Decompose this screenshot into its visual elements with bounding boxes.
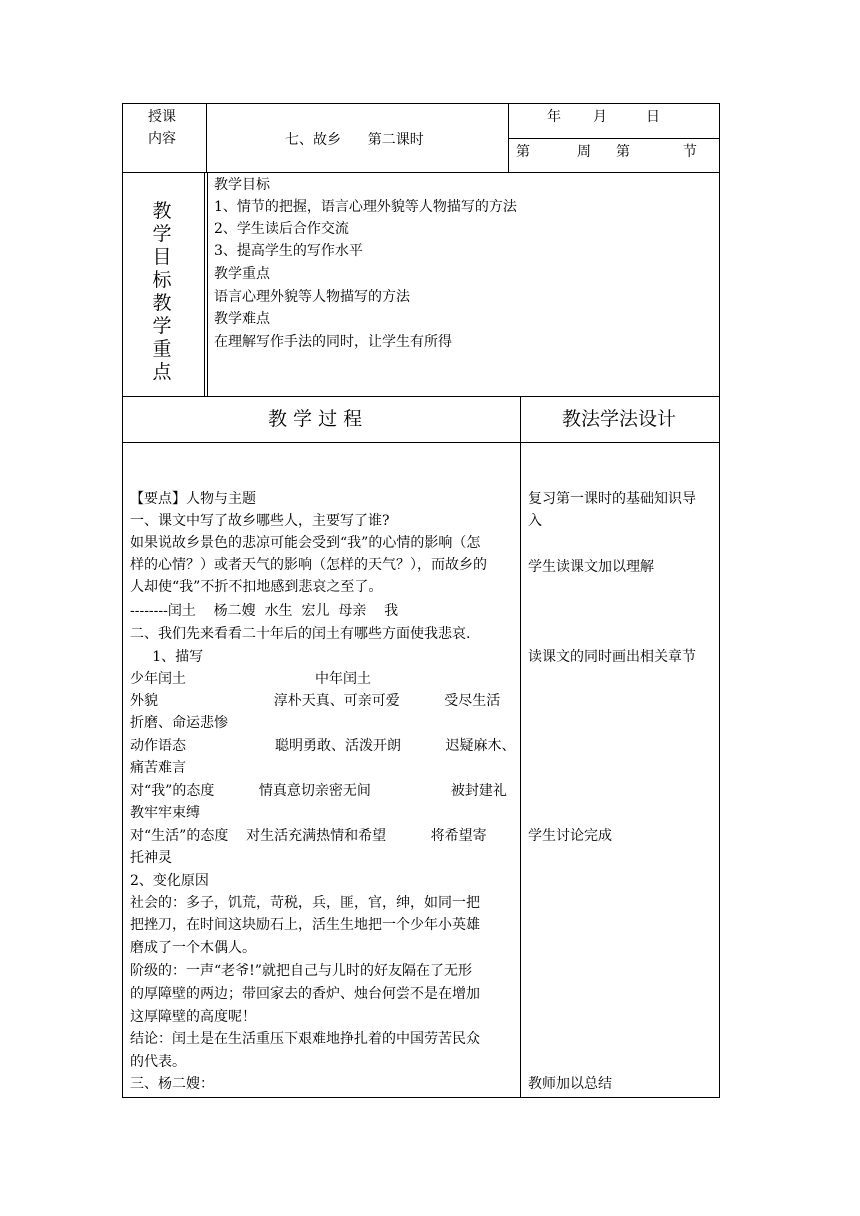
process-line: 对“生活”的态度 对生活充满热情和希望 将希望寄 [130, 828, 487, 844]
process-line: 如果说故乡景色的悲凉可能会受到“我”的心情的影响（怎 [130, 535, 481, 551]
objectives-side-label [147, 200, 177, 384]
process-line: 这厚障壁的高度呢！ [130, 1009, 256, 1025]
process-line: 折磨、命运悲惨 [130, 715, 228, 731]
objective-line: 3、提高学生的写作水平 [214, 243, 363, 259]
process-line: 痛苦难言 [130, 760, 186, 776]
process-line: 教牢牢束缚 [130, 805, 200, 821]
process-line: 结论：闰土是在生活重压下艰难地挣扎着的中国劳苦民众 [130, 1031, 480, 1047]
side-label-char: 学 [152, 315, 172, 337]
process-line: 对“我”的态度 情真意切亲密无间 被封建礼 [130, 783, 507, 799]
process-line: 的代表。 [130, 1054, 186, 1070]
process-column-divider [520, 396, 521, 1098]
table-border-left [122, 103, 123, 1098]
side-label-char: 标 [152, 269, 172, 291]
process-line: 少年闰土 中年闰土 [130, 671, 372, 687]
objective-line: 在理解写作手法的同时，让学生有所得 [214, 334, 452, 350]
date-year: 年 [547, 109, 561, 125]
process-line: 样的心情？）或者天气的影响（怎样的天气？），而故乡的 [130, 557, 487, 573]
process-line: 三、杨二嫂： [130, 1076, 214, 1092]
objectives-divider-b [207, 172, 208, 396]
date-week-divider [508, 138, 720, 139]
table-border-bottom [122, 1097, 720, 1098]
process-line: 一、课文中写了故乡哪些人，主要写了谁? [130, 513, 390, 529]
table-border-right [719, 103, 720, 1098]
method-note: 复习第一课时的基础知识导 [528, 491, 696, 507]
process-line: 【要点】人物与主题 [130, 491, 256, 507]
process-line: 社会的：多子，饥荒，苛税，兵，匪，官，绅，如同一把 [130, 895, 480, 911]
side-label-char: 教 [152, 292, 172, 314]
header-row-bottom [122, 172, 720, 173]
objective-line: 1、情节的把握，语言心理外貌等人物描写的方法 [214, 199, 517, 215]
side-label-char: 点 [152, 361, 172, 383]
week-di-1: 第 [516, 144, 530, 160]
process-line: 人却使“我”不折不扣地感到悲哀之至了。 [130, 579, 383, 595]
process-line: 2、变化原因 [130, 873, 209, 889]
method-note: 教师加以总结 [528, 1076, 612, 1092]
side-label-char: 学 [152, 223, 172, 245]
objective-line: 语言心理外貌等人物描写的方法 [214, 289, 410, 305]
method-note: 读课文的同时画出相关章节 [528, 649, 696, 665]
process-right-header: 教法学法设计 [562, 408, 677, 430]
objectives-row-bottom [122, 396, 720, 397]
process-line: 外貌 淳朴天真、可亲可爱 受尽生活 [130, 693, 501, 709]
method-note: 学生读课文加以理解 [528, 559, 654, 575]
objectives-divider-a [204, 172, 205, 396]
side-label-char: 重 [152, 338, 172, 360]
process-header-bottom [122, 442, 720, 443]
objective-line: 教学难点 [214, 311, 270, 327]
date-month: 月 [593, 109, 607, 125]
header-label-line2: 内容 [148, 131, 176, 147]
method-note: 学生讨论完成 [528, 828, 612, 844]
week-zhou: 周 [577, 144, 591, 160]
process-line: 阶级的：一声“老爷!”就把自己与儿时的好友隔在了无形 [130, 963, 472, 979]
process-line: 磨成了一个木偶人。 [130, 940, 256, 956]
process-left-header: 教 学 过 程 [268, 408, 363, 430]
lesson-title: 七、故乡 第二课时 [285, 132, 424, 148]
side-label-char: 教 [152, 200, 172, 222]
objective-line: 教学目标 [214, 177, 270, 193]
objective-line: 2、学生读后合作交流 [214, 221, 349, 237]
process-line: 动作语态 聪明勇敢、活泼开朗 迟疑麻木、 [130, 738, 516, 754]
process-line: --------闰土 杨二嫂 水生 宏儿 母亲 我 [130, 603, 399, 619]
process-line: 的厚障壁的两边；带回家去的香炉、烛台何尝不是在增加 [130, 986, 480, 1002]
process-line: 把挫刀，在时间这块励石上，活生生地把一个少年小英雄 [130, 917, 480, 933]
week-jie: 节 [683, 144, 697, 160]
date-day: 日 [646, 109, 660, 125]
side-label-char: 目 [152, 246, 172, 268]
week-di-2: 第 [616, 144, 630, 160]
method-note: 入 [528, 513, 542, 529]
process-line: 二、我们先来看看二十年后的闰土有哪些方面使我悲哀. [130, 626, 471, 642]
table-border-top [122, 103, 720, 104]
process-line: 1、描写 [130, 649, 204, 665]
process-line: 托神灵 [130, 850, 172, 866]
header-label-line1: 授课 [148, 109, 176, 125]
header-divider-1 [206, 103, 207, 172]
objective-line: 教学重点 [214, 266, 270, 282]
